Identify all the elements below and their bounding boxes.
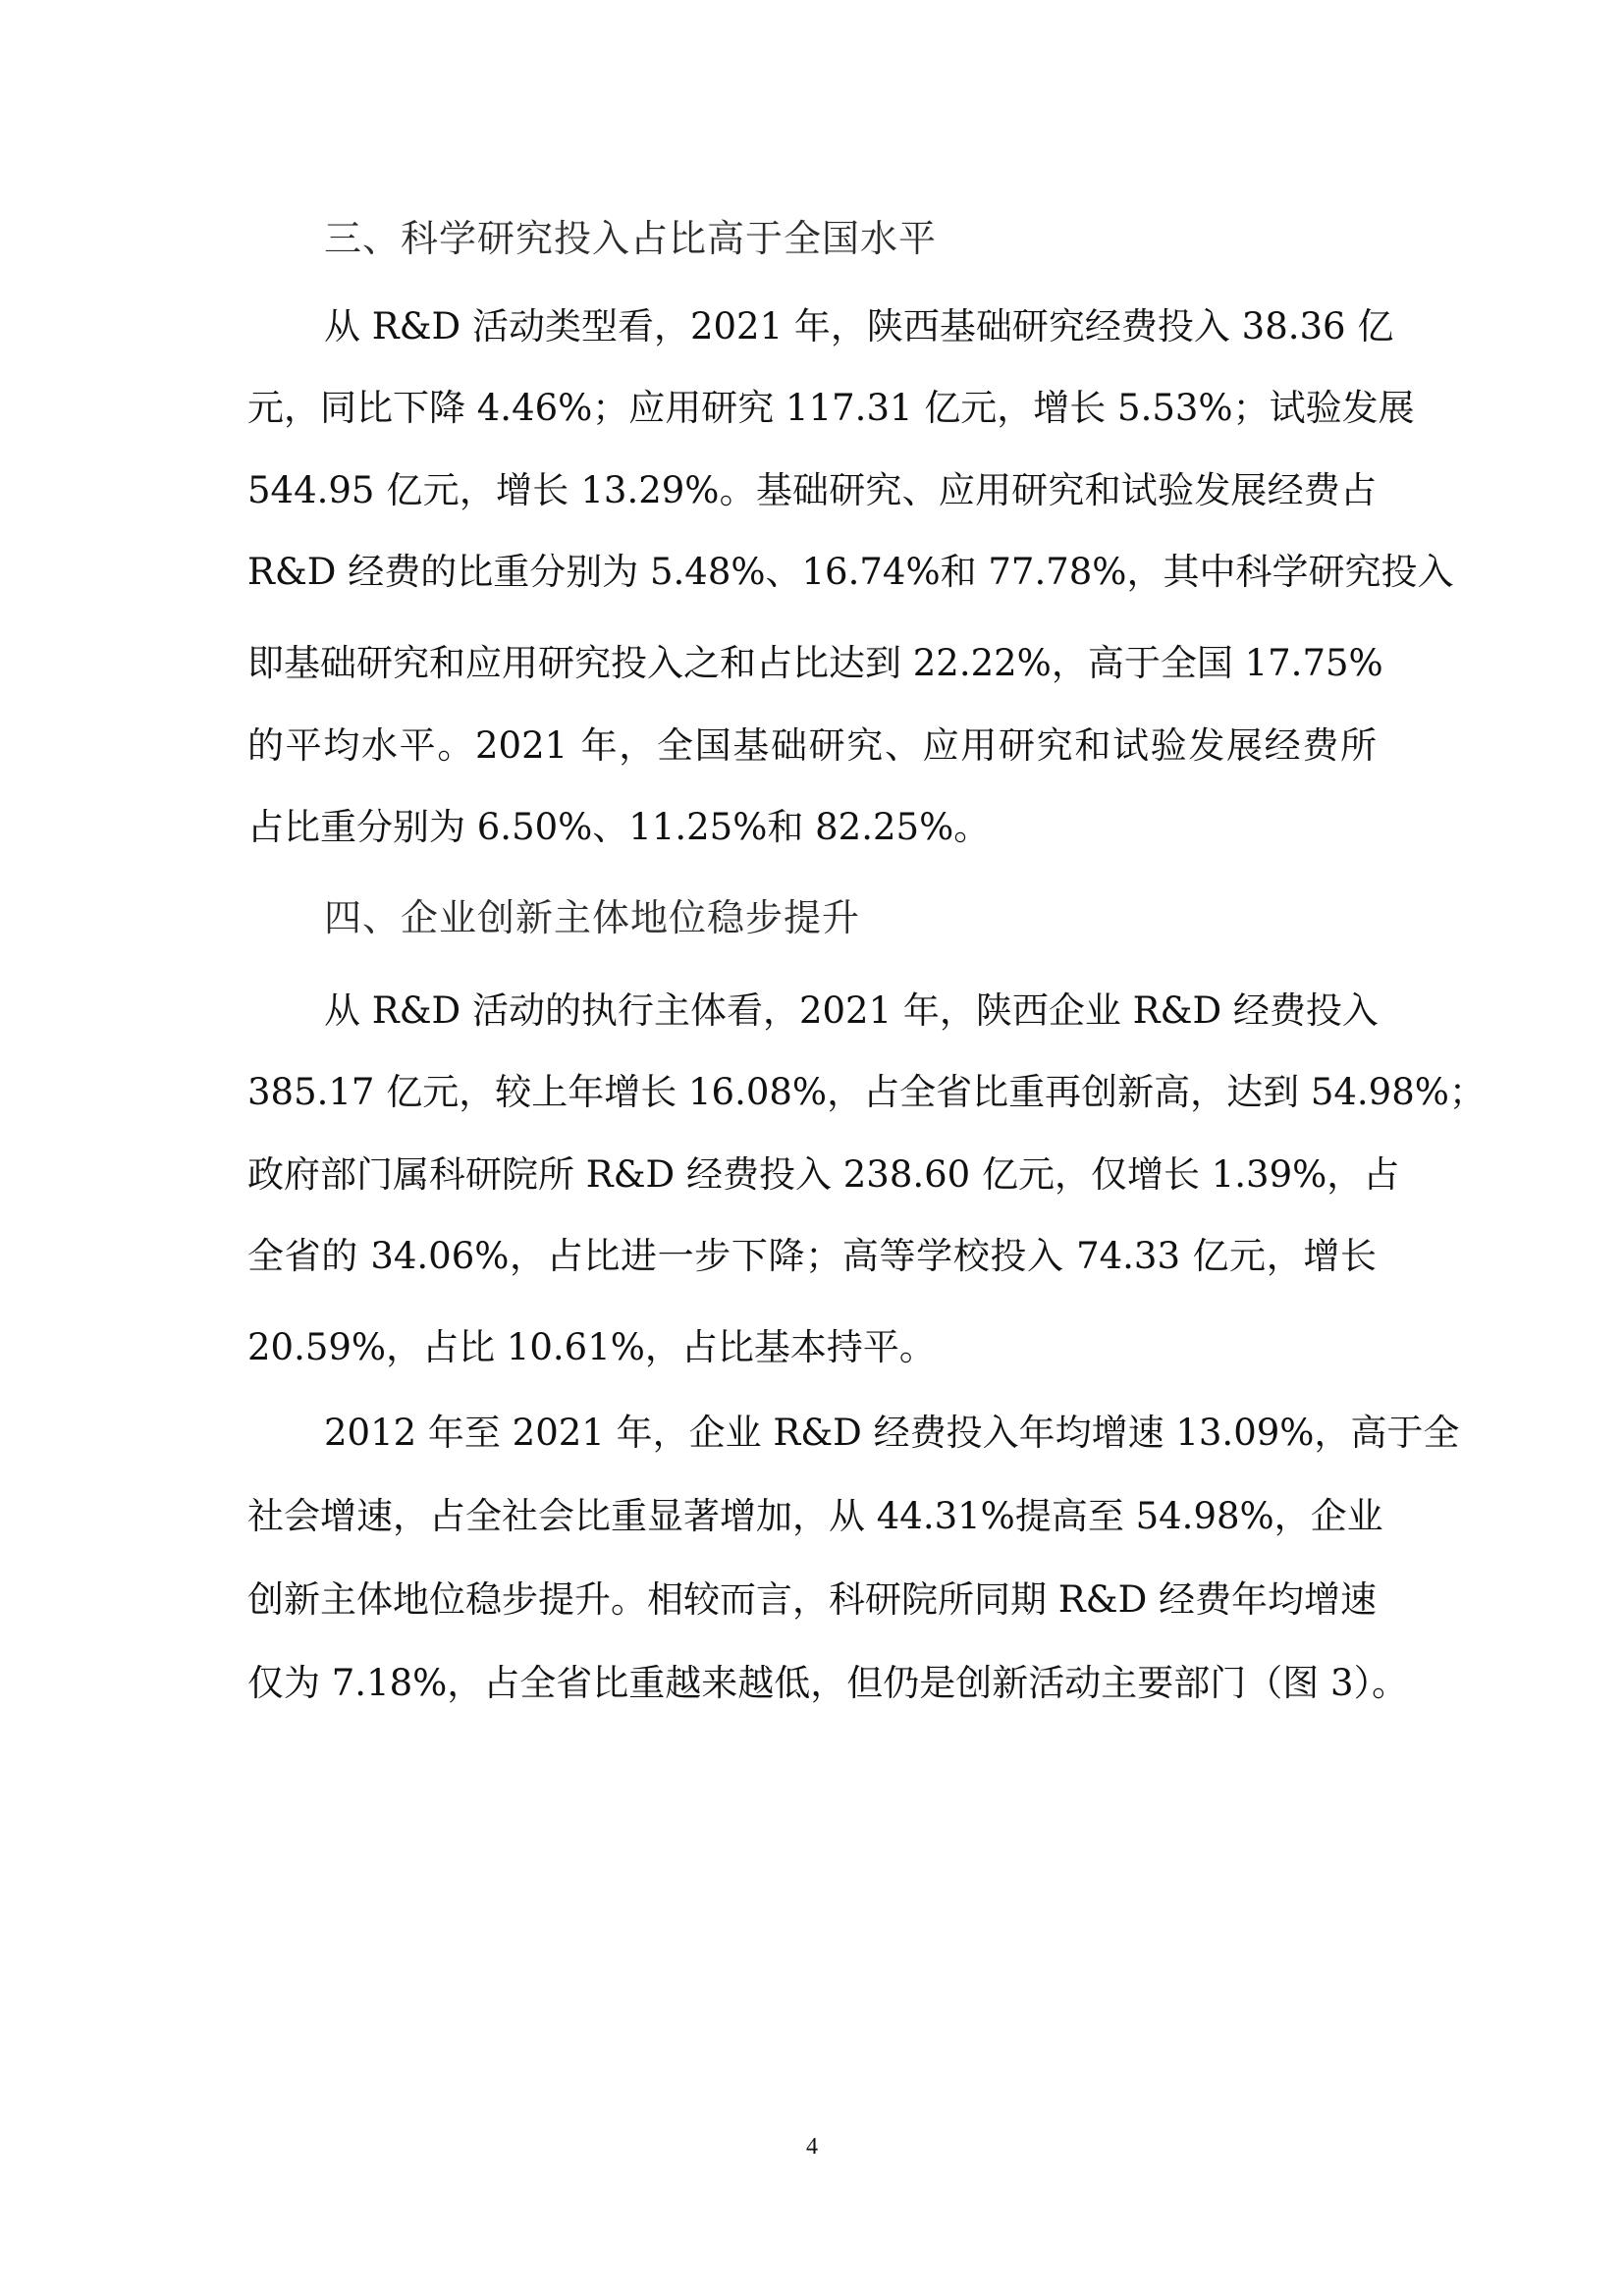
paragraph-line: 的平均水平。2021 年，全国基础研究、应用研究和试验发展经费所 xyxy=(247,724,1377,767)
paragraph-line: 社会增速，占全社会比重显著增加，从 44.31%提高至 54.98%，企业 xyxy=(247,1495,1383,1537)
paragraph-line: 占比重分别为 6.50%、11.25%和 82.25%。 xyxy=(247,806,991,848)
paragraph-line: 创新主体地位稳步提升。相较而言，科研院所同期 R&D 经费年均增速 xyxy=(247,1578,1377,1621)
paragraph-line: 从 R&D 活动类型看，2021 年，陕西基础研究经费投入 38.36 亿 xyxy=(324,305,1394,347)
paragraph-line: 544.95 亿元，增长 13.29%。基础研究、应用研究和试验发展经费占 xyxy=(247,469,1377,511)
section-heading-3: 三、科学研究投入占比高于全国水平 xyxy=(324,217,938,260)
paragraph-line: 385.17 亿元，较上年增长 16.08%，占全省比重再创新高，达到 54.98%； xyxy=(247,1071,1486,1113)
paragraph-line: R&D 经费的比重分别为 5.48%、16.74%和 77.78%，其中科学研究投入 xyxy=(247,551,1454,593)
paragraph-line: 2012 年至 2021 年，企业 R&D 经费投入年均增速 13.09%，高于全 xyxy=(324,1412,1460,1454)
paragraph-line: 全省的 34.06%，占比进一步下降；高等学校投入 74.33 亿元，增长 xyxy=(247,1235,1377,1277)
paragraph-line: 政府部门属科研院所 R&D 经费投入 238.60 亿元，仅增长 1.39%，占 xyxy=(247,1153,1400,1196)
paragraph-line: 仅为 7.18%，占全省比重越来越低，但仍是创新活动主要部门（图 3）。 xyxy=(247,1662,1409,1704)
paragraph-line: 即基础研究和应用研究投入之和占比达到 22.22%，高于全国 17.75% xyxy=(247,642,1383,684)
paragraph-line: 元，同比下降 4.46%；应用研究 117.31 亿元，增长 5.53%；试验发展 xyxy=(247,387,1415,429)
page-number: 4 xyxy=(806,2134,818,2160)
section-heading-4: 四、企业创新主体地位稳步提升 xyxy=(324,896,861,939)
paragraph-line: 20.59%，占比 10.61%，占比基本持平。 xyxy=(247,1326,936,1368)
paragraph-line: 从 R&D 活动的执行主体看，2021 年，陕西企业 R&D 经费投入 xyxy=(324,989,1379,1032)
